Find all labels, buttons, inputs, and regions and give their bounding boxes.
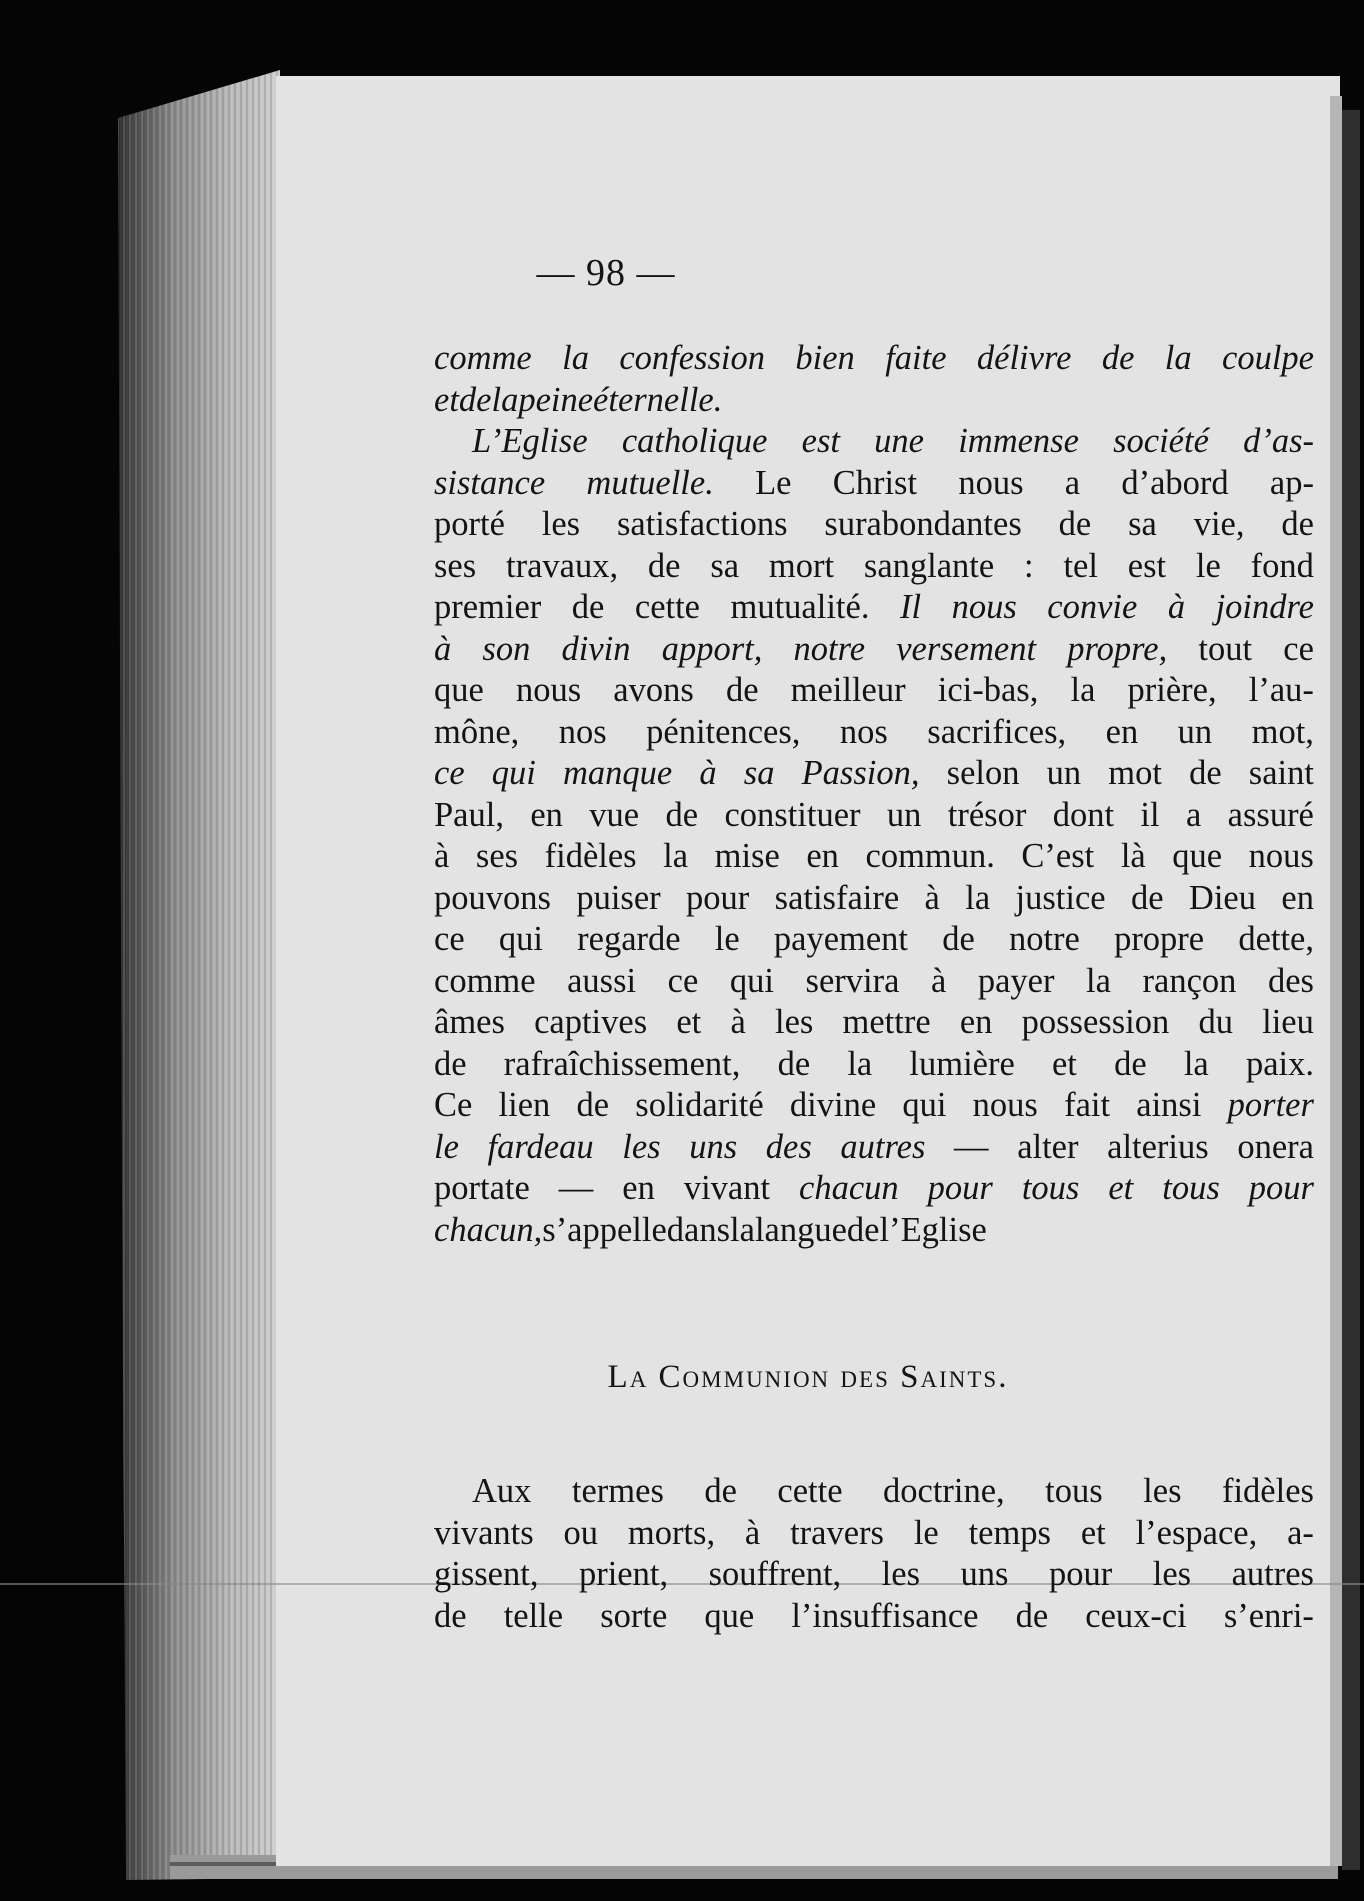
- word: lien: [498, 1086, 551, 1124]
- word: mutualité.: [730, 588, 870, 626]
- word: la: [491, 380, 519, 419]
- word: tel: [1063, 546, 1098, 585]
- word: —: [558, 1169, 594, 1207]
- word: est: [1127, 546, 1167, 585]
- word: meilleur: [790, 671, 906, 709]
- word: à: [434, 837, 450, 875]
- word: Christ: [832, 463, 918, 502]
- text-line: [434, 504, 1314, 546]
- word: société: [1113, 422, 1209, 460]
- word: là: [1120, 837, 1146, 875]
- book-page: [276, 76, 1340, 1876]
- word: qui: [729, 961, 774, 1000]
- word: l’insuffisance: [791, 1596, 979, 1635]
- word: Aux: [472, 1472, 532, 1510]
- word: que: [434, 671, 484, 709]
- word: à: [1167, 588, 1186, 626]
- word: et: [1108, 1169, 1134, 1207]
- word: le: [714, 920, 740, 958]
- word: de: [704, 1472, 737, 1510]
- word: de: [434, 1596, 467, 1635]
- word: comme: [434, 339, 532, 377]
- word: propre: [1114, 920, 1205, 958]
- word: pour: [927, 1169, 993, 1207]
- word: et: [676, 1003, 702, 1041]
- word: divin: [561, 629, 631, 668]
- word: de: [1101, 339, 1135, 377]
- word: avons: [613, 671, 694, 709]
- word: des: [1267, 961, 1314, 1000]
- word: fidèles: [544, 837, 637, 875]
- word: prient,: [578, 1555, 669, 1593]
- word: alter: [1017, 1127, 1079, 1166]
- word: rafraîchissement,: [503, 1044, 741, 1083]
- word: joindre: [1215, 588, 1314, 626]
- word: sistance: [434, 463, 546, 502]
- word: trésor: [947, 795, 1027, 834]
- word: s’enri-: [1223, 1596, 1314, 1635]
- word: sa: [743, 754, 775, 792]
- word: captives: [534, 1003, 648, 1041]
- word: de: [1114, 1044, 1147, 1083]
- word: de: [942, 920, 975, 958]
- word: de: [647, 546, 681, 585]
- word: pouvons: [434, 878, 551, 917]
- word: doctrine,: [883, 1472, 1005, 1510]
- paragraph-1: [434, 338, 1314, 1251]
- word: nous: [972, 1086, 1038, 1124]
- word: gissent,: [434, 1555, 539, 1593]
- word: dans: [666, 1210, 731, 1249]
- text-line: [434, 1127, 1314, 1169]
- word: —: [954, 1127, 989, 1166]
- word: tous: [1021, 1169, 1080, 1207]
- word: morts,: [627, 1513, 716, 1552]
- word: ap-: [1269, 463, 1314, 502]
- word: de: [725, 671, 759, 709]
- text-line: [434, 753, 1314, 795]
- page-number: — 98 —: [536, 252, 676, 294]
- text-line: [434, 1002, 1314, 1044]
- word: à: [699, 754, 717, 792]
- word: mot: [1108, 754, 1162, 792]
- word: apport,: [661, 629, 763, 668]
- word: chacun,: [434, 1210, 543, 1249]
- word: en: [1281, 878, 1314, 917]
- text-line: [434, 1044, 1314, 1086]
- word: en: [622, 1169, 655, 1207]
- word: la: [1183, 1044, 1209, 1083]
- word: la: [730, 1210, 755, 1249]
- word: tous: [1162, 1169, 1220, 1207]
- word: telle: [503, 1596, 564, 1635]
- word: fait: [1064, 1086, 1111, 1124]
- word: ou: [563, 1513, 599, 1552]
- word: de: [1015, 1596, 1049, 1635]
- word: travaux,: [506, 546, 619, 585]
- word: a-: [1287, 1513, 1314, 1552]
- word: de: [777, 1044, 811, 1083]
- word: le: [913, 1513, 939, 1552]
- text-line: [434, 1210, 1314, 1252]
- word: dont: [1052, 795, 1115, 834]
- word: les: [541, 505, 581, 543]
- word: les: [1143, 1472, 1182, 1510]
- word: la: [1086, 961, 1111, 1000]
- word: la: [1070, 671, 1096, 709]
- word: manque: [563, 754, 673, 792]
- word: de: [434, 1044, 467, 1083]
- word: éternelle.: [593, 380, 723, 419]
- word: la: [965, 878, 991, 917]
- word: la: [663, 837, 689, 875]
- word: souffrent,: [708, 1555, 842, 1593]
- word: les: [881, 1555, 920, 1593]
- word: travers: [790, 1513, 884, 1552]
- word: regarde: [577, 920, 681, 958]
- word: tous: [1045, 1472, 1103, 1510]
- word: immense: [958, 422, 1079, 460]
- section-heading: La Communion des Saints.: [607, 1359, 1009, 1395]
- word: pénitences,: [646, 712, 801, 751]
- word: peine: [518, 380, 594, 419]
- word: sorte: [600, 1596, 668, 1635]
- text-line: [434, 1471, 1314, 1513]
- word: une: [874, 422, 924, 460]
- paragraph-2: [434, 1471, 1314, 1637]
- word: à: [930, 961, 947, 1000]
- word: est: [801, 422, 840, 460]
- text-line: [434, 878, 1314, 920]
- text-line: [434, 961, 1314, 1003]
- text-line: [434, 1596, 1314, 1638]
- word: et: [1051, 1044, 1077, 1083]
- word: que: [1172, 837, 1223, 875]
- text-line: [434, 1513, 1314, 1555]
- word: s’appelle: [542, 1210, 667, 1249]
- word: porter: [1227, 1086, 1314, 1124]
- word: justice: [1015, 878, 1106, 917]
- word: prière,: [1127, 671, 1217, 709]
- word: de: [458, 380, 492, 419]
- word: mône,: [434, 712, 520, 751]
- word: ce: [434, 920, 465, 958]
- word: cette: [777, 1472, 843, 1510]
- word: bien: [795, 339, 855, 377]
- word: satisfaire: [774, 878, 900, 917]
- word: servira: [805, 961, 900, 1000]
- word: la: [562, 339, 589, 377]
- word: d’abord: [1121, 463, 1229, 502]
- text-line: [434, 380, 1314, 422]
- word: versement: [896, 629, 1037, 668]
- word: vie,: [1193, 505, 1245, 543]
- word: solidarité: [635, 1086, 764, 1124]
- word: saint: [1248, 754, 1314, 792]
- word: les: [622, 1127, 661, 1166]
- word: de: [1130, 878, 1164, 917]
- text-line: [434, 795, 1314, 837]
- word: Il: [899, 588, 922, 626]
- word: nous: [958, 463, 1024, 502]
- text-line: [434, 670, 1314, 712]
- word: en: [530, 795, 563, 834]
- word: ce: [1283, 629, 1314, 668]
- word: son: [482, 629, 531, 668]
- word: un: [1177, 712, 1213, 751]
- word: d’as-: [1243, 422, 1314, 460]
- word: Dieu: [1188, 878, 1256, 917]
- text-line: [434, 421, 1314, 463]
- word: commun.: [865, 837, 995, 875]
- word: faite: [885, 339, 947, 377]
- word: langue: [754, 1210, 847, 1249]
- text-line: [434, 1085, 1314, 1127]
- word: un: [886, 795, 922, 834]
- word: et: [434, 380, 459, 419]
- word: premier: [434, 588, 542, 626]
- word: mutuelle.: [586, 463, 714, 502]
- word: nous: [1248, 837, 1314, 875]
- word: âmes: [434, 1003, 505, 1041]
- word: puiser: [576, 878, 661, 917]
- word: il: [1140, 795, 1160, 834]
- word: aussi: [567, 961, 637, 1000]
- word: des: [765, 1127, 812, 1166]
- word: en: [806, 837, 839, 875]
- word: vivant: [683, 1169, 771, 1207]
- word: paix.: [1245, 1044, 1314, 1083]
- word: rançon: [1142, 961, 1237, 1000]
- word: la: [1164, 339, 1192, 377]
- word: surabondantes: [824, 505, 1022, 543]
- word: notre: [793, 629, 866, 668]
- word: lumière: [909, 1044, 1015, 1083]
- word: temps: [968, 1513, 1051, 1552]
- word: nos: [558, 712, 607, 751]
- word: uns: [960, 1555, 1009, 1593]
- word: fardeau: [487, 1127, 594, 1166]
- word: mot,: [1251, 712, 1314, 751]
- word: le: [1195, 546, 1221, 585]
- word: ce: [667, 961, 699, 1000]
- word: l’au-: [1248, 671, 1314, 709]
- word: qui: [902, 1086, 947, 1124]
- word: lieu: [1262, 1003, 1314, 1041]
- word: ici-bas,: [937, 671, 1039, 709]
- word: en: [959, 1003, 993, 1041]
- word: C’est: [1021, 837, 1095, 875]
- text-line: [434, 546, 1314, 588]
- word: ce: [434, 754, 465, 792]
- word: uns: [689, 1127, 738, 1166]
- word: de: [846, 1210, 880, 1249]
- word: sanglante: [863, 546, 995, 585]
- word: à: [744, 1513, 761, 1552]
- word: autres: [840, 1127, 926, 1166]
- word: et: [1080, 1513, 1106, 1552]
- text-line: [434, 629, 1314, 671]
- word: vivants: [434, 1513, 534, 1552]
- word: selon: [946, 754, 1020, 792]
- word: comme: [434, 961, 536, 1000]
- word: que: [704, 1596, 755, 1635]
- word: chacun: [799, 1169, 899, 1207]
- word: Ce: [434, 1086, 473, 1124]
- word: en: [1105, 712, 1139, 751]
- word: fidèles: [1221, 1472, 1314, 1510]
- word: du: [1198, 1003, 1233, 1041]
- text-line: [434, 463, 1314, 505]
- word: alterius: [1107, 1127, 1209, 1166]
- word: a: [1185, 795, 1202, 834]
- word: pour: [1248, 1169, 1314, 1207]
- word: fond: [1250, 546, 1314, 585]
- word: l’Eglise: [879, 1210, 987, 1249]
- word: à: [730, 1003, 746, 1041]
- word: assuré: [1227, 795, 1314, 834]
- word: :: [1024, 546, 1034, 585]
- word: catholique: [621, 422, 768, 460]
- text-line: [434, 1168, 1314, 1210]
- word: l’espace,: [1135, 1513, 1258, 1552]
- word: de: [1281, 505, 1314, 543]
- word: porté: [434, 505, 505, 543]
- word: vue: [589, 795, 640, 834]
- word: possession: [1021, 1003, 1170, 1041]
- word: délivre: [976, 339, 1072, 377]
- word: de: [571, 588, 605, 626]
- word: nos: [839, 712, 888, 751]
- word: mise: [714, 837, 780, 875]
- word: ainsi: [1136, 1086, 1202, 1124]
- word: pour: [686, 878, 750, 917]
- word: mettre: [842, 1003, 931, 1041]
- word: de: [665, 795, 699, 834]
- word: nous: [951, 588, 1017, 626]
- word: a: [1064, 463, 1081, 502]
- word: constituer: [724, 795, 861, 834]
- word: de: [1058, 505, 1092, 543]
- word: sa: [1128, 505, 1157, 543]
- word: qui: [498, 920, 543, 958]
- word: onera: [1237, 1127, 1314, 1166]
- text-line: [434, 587, 1314, 629]
- word: Paul,: [434, 795, 504, 834]
- word: propre,: [1067, 629, 1168, 668]
- text-line: [434, 338, 1314, 380]
- word: mort: [768, 546, 835, 585]
- word: la: [847, 1044, 873, 1083]
- word: nous: [515, 671, 582, 709]
- text-line: [434, 1554, 1314, 1596]
- word: termes: [571, 1472, 664, 1510]
- word: les: [774, 1003, 814, 1041]
- text-line: [434, 712, 1314, 754]
- text-line: [434, 836, 1314, 878]
- word: le: [434, 1127, 459, 1166]
- word: dette,: [1238, 920, 1314, 958]
- word: Passion,: [801, 754, 920, 792]
- word: payement: [773, 920, 908, 958]
- word: cette: [634, 588, 700, 626]
- word: ceux-ci: [1085, 1596, 1187, 1635]
- word: L’Eglise: [472, 422, 588, 460]
- word: qui: [491, 754, 536, 792]
- word: Le: [755, 463, 792, 502]
- word: un: [1046, 754, 1082, 792]
- word: de: [576, 1086, 610, 1124]
- word: ses: [475, 837, 519, 875]
- word: à: [924, 878, 940, 917]
- word: portate: [434, 1169, 530, 1207]
- text-line: [434, 919, 1314, 961]
- word: autres: [1231, 1555, 1314, 1593]
- word: notre: [1008, 920, 1080, 958]
- word: coulpe: [1222, 339, 1314, 377]
- word: satisfactions: [616, 505, 788, 543]
- word: à: [434, 629, 452, 668]
- word: payer: [977, 961, 1055, 1000]
- word: confession: [619, 339, 765, 377]
- word: les: [1152, 1555, 1192, 1593]
- word: tout: [1198, 629, 1253, 668]
- word: divine: [789, 1086, 877, 1124]
- word: pour: [1048, 1555, 1113, 1593]
- word: sacrifices,: [927, 712, 1067, 751]
- word: ses: [434, 546, 477, 585]
- word: de: [1189, 754, 1222, 792]
- word: convie: [1047, 588, 1138, 626]
- word: sa: [710, 546, 740, 585]
